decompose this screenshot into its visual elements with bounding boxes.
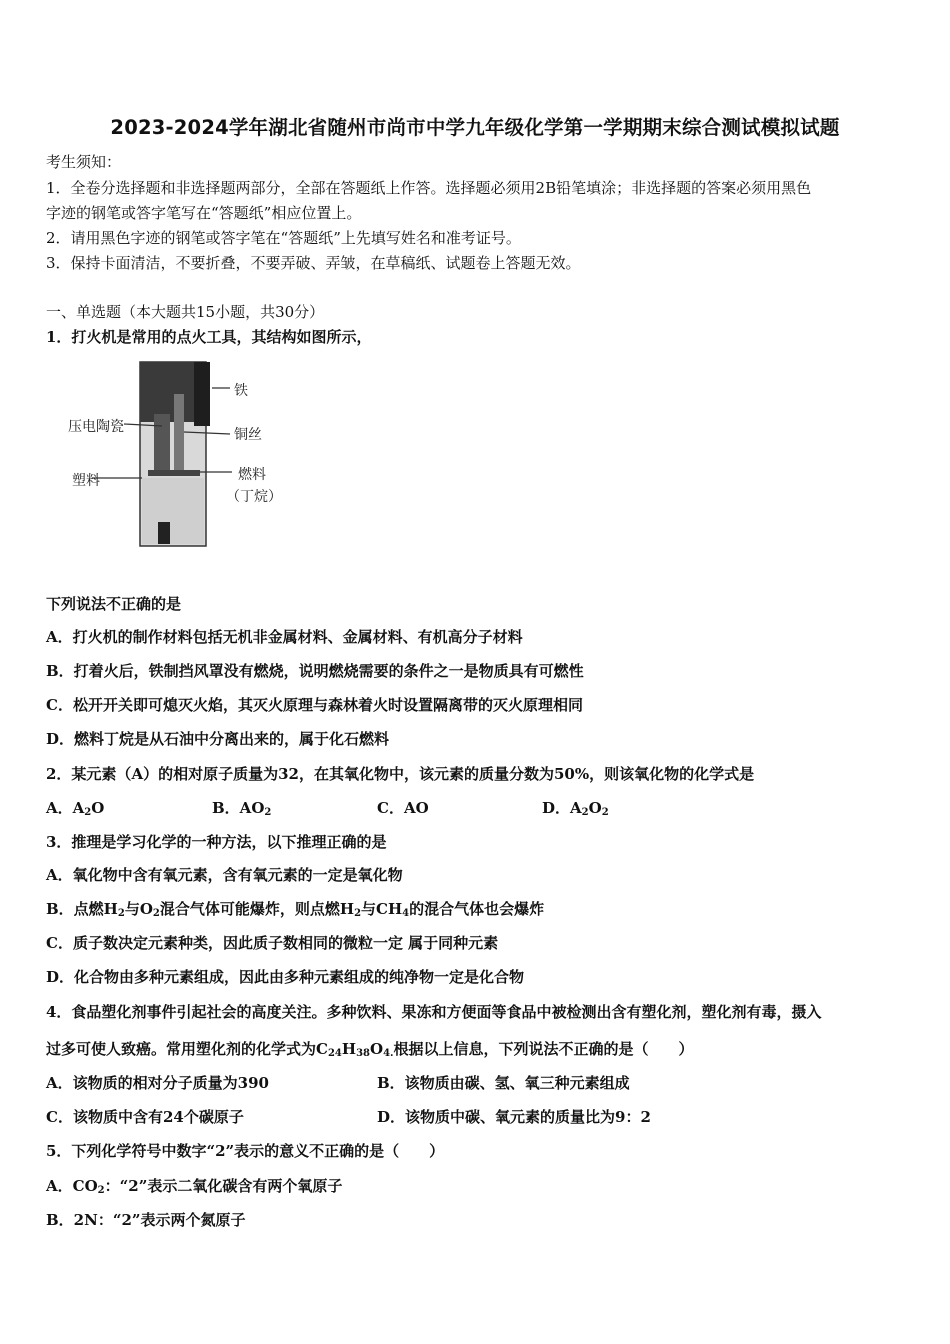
q2-stem: 2．某元素（A）的相对原子质量为32，在其氧化物中，该元素的质量分数为50%，则该氧化物的化学式是 xyxy=(46,765,755,783)
q1-option-c: C．松开开关即可熄灭火焰，其灭火原理与森林着火时设置隔离带的灭火原理相同 xyxy=(46,696,583,714)
q4-stem-1: 4．食品塑化剂事件引起社会的高度关注。多种饮料、果冻和方便面等食品中被检测出含有塑化剂，塑化剂有毒，摄入 xyxy=(46,1003,822,1021)
section-heading: 一、单选题（本大题共15小题，共30分） xyxy=(46,303,325,321)
q5-stem: 5．下列化学符号中数字“2”表示的意义不正确的是（ ） xyxy=(46,1142,445,1160)
notice-item-1: 1．全卷分选择题和非选择题两部分，全部在答题纸上作答。选择题必须用2B铅笔填涂；非选择题的答案必须用黑色 xyxy=(46,179,812,197)
exam-title: 2023-2024学年湖北省随州市尚市中学九年级化学第一学期期末综合测试模拟试题 xyxy=(110,116,840,139)
lighter-drawing xyxy=(62,354,302,550)
q2-option-c: C．AO xyxy=(377,799,429,817)
q3-option-a: A．氧化物中含有氧元素，含有氧元素的一定是氧化物 xyxy=(46,866,403,884)
label-fuel: 燃料 xyxy=(238,467,266,483)
q2-option-d: D．$A_2O_2$ xyxy=(542,799,609,818)
label-piezo: 压电陶瓷 xyxy=(68,419,124,435)
q3-stem: 3．推理是学习化学的一种方法，以下推理正确的是 xyxy=(46,833,387,851)
q4-option-c: C．该物质中含有24个碳原子 xyxy=(46,1108,244,1126)
q1-stem: 1．打火机是常用的点火工具，其结构如图所示， xyxy=(46,328,372,346)
q4-stem-2: 过多可使人致癌。常用塑化剂的化学式为$C_{24}H_{38}O_{4.}$根据以上信息，下列说法不正确的是（ ） xyxy=(46,1040,694,1059)
notice-heading: 考生须知： xyxy=(46,153,122,171)
q3-option-d: D．化合物由多种元素组成，因此由多种元素组成的纯净物一定是化合物 xyxy=(46,968,525,986)
q3-option-c: C．质子数决定元素种类，因此质子数相同的微粒一定 属于同种元素 xyxy=(46,934,499,952)
label-iron: 铁 xyxy=(234,383,248,399)
q5-option-b: B．2N：“2”表示两个氮原子 xyxy=(46,1211,246,1229)
q1-option-b: B．打着火后，铁制挡风罩没有燃烧，说明燃烧需要的条件之一是物质具有可燃性 xyxy=(46,662,584,680)
notice-item-3: 3．保持卡面清洁，不要折叠，不要弄破、弄皱，在草稿纸、试题卷上答题无效。 xyxy=(46,254,581,272)
label-plastic: 塑料 xyxy=(72,473,100,489)
q1-ask: 下列说法不正确的是 xyxy=(46,595,182,613)
notice-item-2: 2．请用黑色字迹的钢笔或答字笔在“答题纸”上先填写姓名和准考证号。 xyxy=(46,229,521,247)
lighter-diagram xyxy=(62,354,302,550)
q1-option-d: D．燃料丁烷是从石油中分离出来的，属于化石燃料 xyxy=(46,730,390,748)
q1-option-a: A．打火机的制作材料包括无机非金属材料、金属材料、有机高分子材料 xyxy=(46,628,523,646)
q3-option-b: B．点燃$H_2$与$O_2$混合气体可能爆炸，则点燃$H_2$与$CH_4$的混合气体也会爆炸 xyxy=(46,900,545,919)
label-butane: （丁烷） xyxy=(226,489,282,505)
label-copper: 铜丝 xyxy=(234,427,262,443)
q5-option-a: A．$CO_2$：“2”表示二氧化碳含有两个氧原子 xyxy=(46,1177,343,1196)
q4-option-b: B．该物质由碳、氢、氧三种元素组成 xyxy=(377,1074,630,1092)
q4-option-a: A．该物质的相对分子质量为390 xyxy=(46,1074,269,1092)
q2-option-b: B．$AO_2$ xyxy=(212,799,272,818)
q2-option-a: A．$A_2O$ xyxy=(46,799,105,818)
notice-item-1-cont: 字迹的钢笔或答字笔写在“答题纸”相应位置上。 xyxy=(46,204,362,222)
q4-option-d: D．该物质中碳、氧元素的质量比为9：2 xyxy=(377,1108,651,1126)
